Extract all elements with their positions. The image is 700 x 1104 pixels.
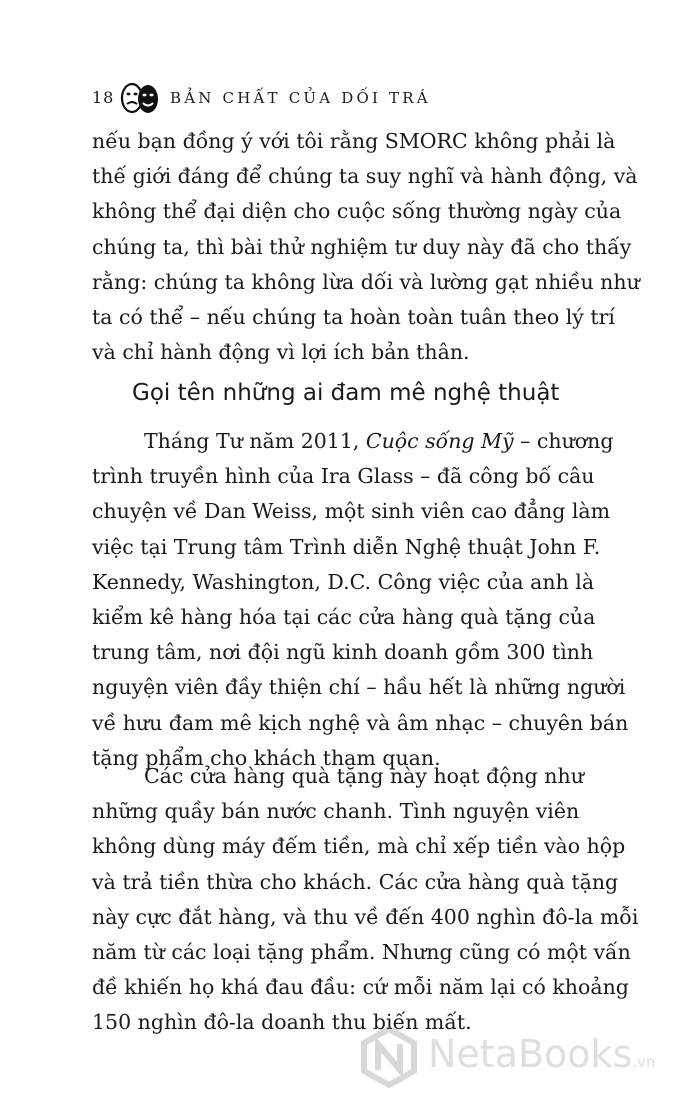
text-line: năm từ các loại tặng phẩm. Nhưng cũng có một vấn: [92, 939, 631, 964]
paragraph-3: [92, 759, 639, 1041]
text-line: không dùng máy đếm tiền, mà chỉ xếp tiền vào hộp: [92, 834, 626, 859]
text-line: thế giới đáng để chúng ta suy nghĩ và hành động, và: [92, 164, 638, 189]
theater-masks-icon: [118, 78, 162, 118]
section-heading: Gọi tên những ai đam mê nghệ thuật: [132, 380, 560, 406]
page-number: 18: [92, 88, 115, 107]
text-line: về hưu đam mê kịch nghệ và âm nhạc – chuyên bán: [92, 710, 629, 735]
text-line: ta có thể – nếu chúng ta hoàn toàn tuân theo lý trí: [92, 304, 615, 329]
running-title: BẢN CHẤT CỦA DỐI TRÁ: [170, 89, 431, 107]
text-line: đề khiến họ khá đau đầu: cứ mỗi năm lại có khoảng: [92, 975, 629, 1000]
text-line: Kennedy, Washington, D.C. Công việc của anh là: [92, 569, 595, 594]
text-line: 150 nghìn đô-la doanh thu biến mất.: [92, 1010, 472, 1035]
text-fragment: – chương: [513, 429, 614, 453]
text-line: kiểm kê hàng hóa tại các cửa hàng quà tặng của: [92, 604, 596, 629]
text-line: chuyện về Dan Weiss, một sinh viên cao đẳng làm: [92, 499, 611, 524]
watermark-brand: NetaBooks: [428, 1032, 633, 1076]
text-line: nguyện viên đầy thiện chí – hầu hết là những người: [92, 675, 626, 700]
text-line: này cực đắt hàng, và thu về đến 400 nghìn đô-la mỗi: [92, 904, 639, 929]
text-line: trung tâm, nơi đội ngũ kinh doanh gồm 300 tình: [92, 640, 594, 665]
text-line: việc tại Trung tâm Trình diễn Nghệ thuật John F.: [92, 534, 601, 559]
text-line: trình truyền hình của Ira Glass – đã công bố câu: [92, 464, 595, 489]
text-line: chúng ta, thì bài thử nghiệm tư duy này đã cho thấy: [92, 234, 632, 259]
text-line: không thể đại diện cho cuộc sống thường ngày của: [92, 199, 622, 224]
netabooks-logo-icon: [360, 1026, 418, 1088]
text-line-first: [92, 424, 614, 459]
text-line: nếu bạn đồng ý với tôi rằng SMORC không phải là: [92, 129, 616, 153]
text-line: rằng: chúng ta không lừa dối và lường gạt nhiều như: [92, 269, 640, 294]
text-line: và trả tiền thừa cho khách. Các cửa hàng quà tặng: [92, 869, 619, 894]
text-line: và chỉ hành động vì lợi ích bản thân.: [92, 340, 470, 365]
text-line: tặng phẩm cho khách tham quan.: [92, 745, 441, 770]
show-title: Cuộc sống Mỹ: [365, 429, 514, 453]
text-fragment: Tháng Tư năm 2011,: [144, 429, 366, 453]
page-header: [92, 78, 612, 118]
text-line-first: Các cửa hàng quà tặng này hoạt động như: [144, 764, 584, 788]
paragraph-1: [92, 124, 640, 370]
watermark-text: [428, 1032, 656, 1076]
text-line: những quầy bán nước chanh. Tình nguyện viên: [92, 799, 580, 824]
watermark: [360, 1024, 690, 1094]
watermark-suffix: .vn: [632, 1053, 656, 1071]
